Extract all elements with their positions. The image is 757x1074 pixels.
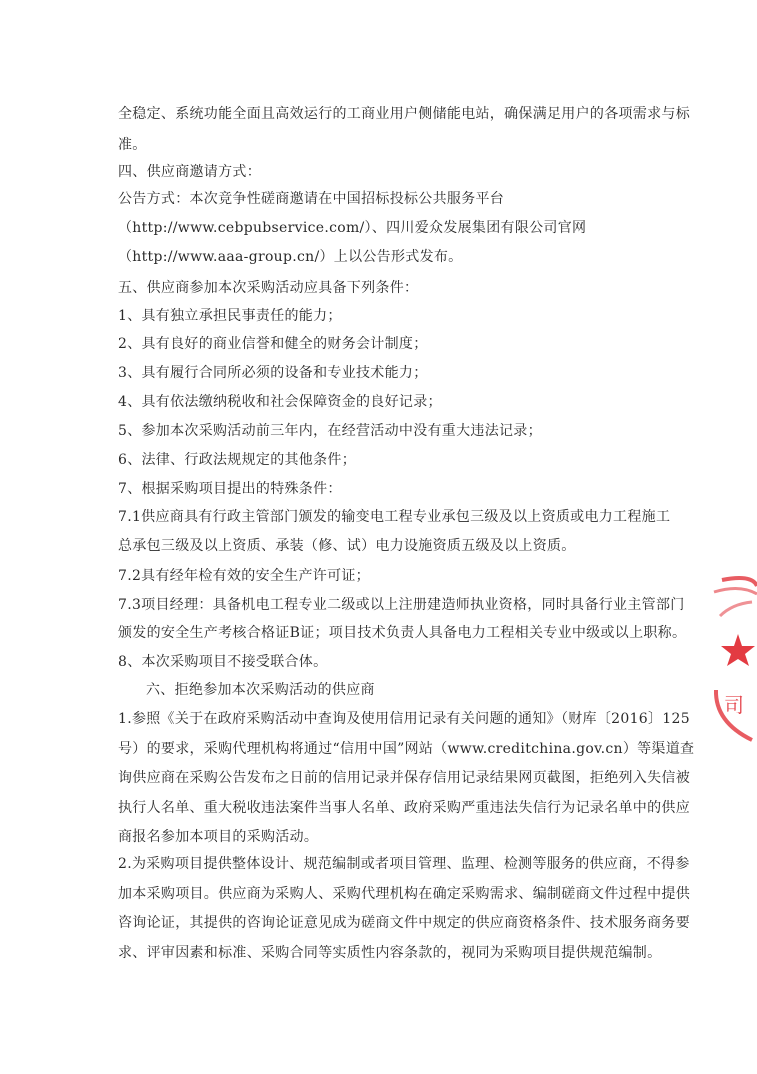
text-line-c71-0: 7.1供应商具有行政主管部门颁发的输变电工程专业承包三级及以上资质或电力工程施工 xyxy=(118,509,671,525)
text-line-c71-1: 总承包三级及以上资质、承装（修、试）电力设施资质五级及以上资质。 xyxy=(118,538,576,554)
text-line-c73-0: 7.3项目经理：具备机电工程专业二级或以上注册建造师执业资格，同时具备行业主管部门 xyxy=(118,597,685,613)
text-line-c6-0: 6、法律、行政法规规定的其他条件； xyxy=(118,452,357,468)
text-line-p2-2: （http://www.aaa-group.cn/）上以公告形式发布。 xyxy=(118,249,463,265)
text-line-r2-3: 求、评审因素和标准、采购合同等实质性内容条款的，视同为采购项目提供规范编制。 xyxy=(118,944,662,961)
text-line-c1-0: 1、具有独立承担民事责任的能力； xyxy=(118,308,342,324)
text-line-r1-4: 商报名参加本项目的采购活动。 xyxy=(118,829,319,845)
text-line-c5-0: 5、参加本次采购活动前三年内，在经营活动中没有重大违法记录； xyxy=(118,423,542,439)
text-line-r1-0: 1.参照《关于在政府采购活动中查询及使用信用记录有关问题的通知》（财库〔2016〕125 xyxy=(118,711,690,727)
text-line-c4-0: 4、具有依法缴纳税收和社会保障资金的良好记录； xyxy=(118,394,442,410)
text-line-p1-1: 准。 xyxy=(118,136,147,153)
text-line-r1-2: 询供应商在采购公告发布之日前的信用记录并保存信用记录结果网页截图，拒绝列入失信被 xyxy=(118,770,690,786)
text-line-p2-1: （http://www.cebpubservice.com/）、四川爱众发展集团有限公司官网 xyxy=(118,220,587,236)
text-line-r2-1: 加本采购项目。供应商为采购人、采购代理机构在确定采购需求、编制磋商文件过程中提供 xyxy=(118,885,690,902)
text-line-p1-0: 全稳定、系统功能全面且高效运行的工商业用户侧储能电站，确保满足用户的各项需求与标 xyxy=(118,106,690,122)
seal-star-icon xyxy=(721,634,755,666)
text-line-c72-0: 7.2具有经年检有效的安全生产许可证； xyxy=(118,568,370,584)
text-line-r1-1: 号）的要求，采购代理机构将通过“信用中国”网站（www.creditchina.gov.cn）等渠道查 xyxy=(118,740,695,757)
text-line-c8-0: 8、本次采购项目不接受联合体。 xyxy=(118,654,328,670)
text-line-r2-2: 咨询论证，其提供的咨询论证意见成为磋商文件中规定的供应商资格条件、技术服务商务要 xyxy=(118,915,690,931)
text-line-h5-0: 五、供应商参加本次采购活动应具备下列条件： xyxy=(118,280,419,296)
seal-text xyxy=(724,693,744,717)
text-line-p2-0: 公告方式：本次竞争性磋商邀请在中国招标投标公共服务平台 xyxy=(118,191,505,207)
company-seal-stamp xyxy=(712,572,757,744)
text-line-c2-0: 2、具有良好的商业信誉和健全的财务会计制度； xyxy=(118,336,428,352)
text-line-c3-0: 3、具有履行合同所必须的设备和专业技术能力； xyxy=(118,365,428,381)
text-line-h4-0: 四、供应商邀请方式： xyxy=(118,164,261,180)
svg-text:司: 司 xyxy=(724,693,744,717)
text-line-r2-0: 2.为采购项目提供整体设计、规范编制或者项目管理、监理、检测等服务的供应商，不得参 xyxy=(118,856,690,872)
text-line-h6-0: 六、拒绝参加本次采购活动的供应商 xyxy=(146,682,375,698)
text-line-c73-1: 颁发的安全生产考核合格证B证；项目技术负责人具备电力工程相关专业中级或以上职称。 xyxy=(118,625,687,641)
text-line-r1-3: 执行人名单、重大税收违法案件当事人名单、政府采购严重违法失信行为记录名单中的供应 xyxy=(118,799,690,816)
text-line-c7-0: 7、根据采购项目提出的特殊条件： xyxy=(118,481,342,497)
